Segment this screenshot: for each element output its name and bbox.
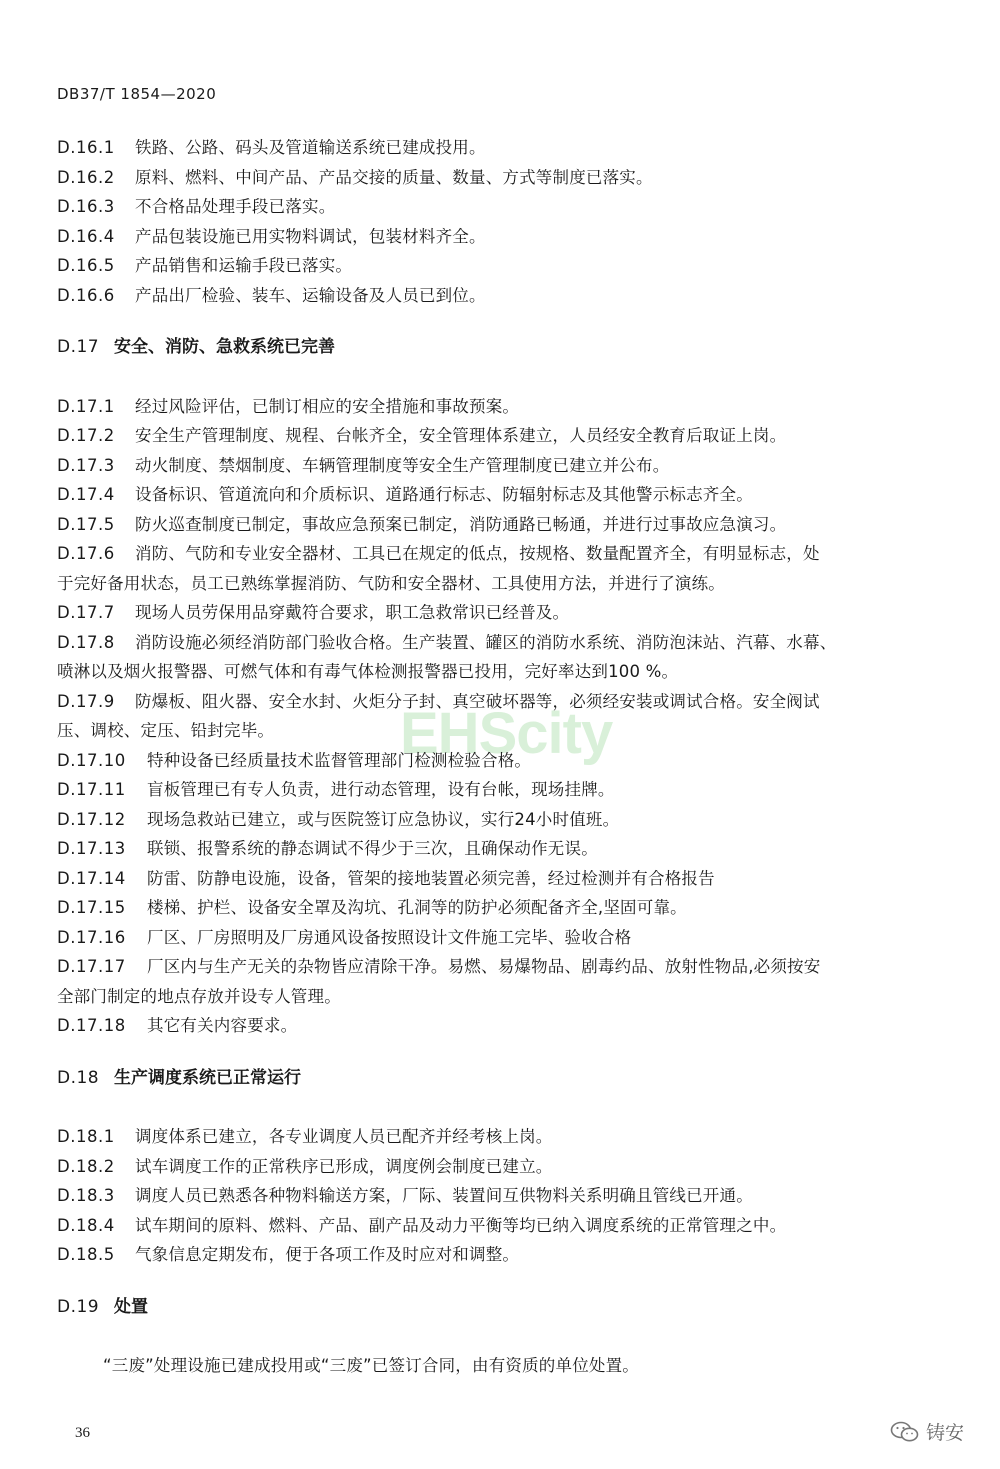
watermark: EHScity [400, 701, 613, 766]
item-text: 消防设施必须经消防部门验收合格。生产装置、罐区的消防水系统、消防泡沫站、汽幕、水幕、 [135, 632, 837, 652]
list-item [57, 539, 952, 569]
item-text: 调度人员已熟悉各种物料输送方案，厂际、装置间互供物料关系明确且管线已开通。 [135, 1186, 753, 1205]
list-item [57, 1240, 952, 1270]
item-number: D.17.15 [57, 898, 126, 917]
item-text: 防火巡查制度已制定，事故应急预案已制定，消防通路已畅通，并进行过事故应急演习。 [135, 514, 787, 534]
section-title: 生产调度系统已正常运行 [114, 1067, 301, 1088]
list-item [57, 451, 952, 481]
page-number: 36 [75, 1425, 90, 1441]
item-number: D.17.11 [57, 780, 126, 799]
item-text: 厂区内与生产无关的杂物皆应清除干净。易燃、易爆物品、剧毒约品、放射性物品,必须按安 [147, 957, 821, 976]
item-number: D.17.8 [57, 632, 115, 652]
list-item [57, 687, 952, 717]
item-text-continued: 全部门制定的地点存放并设专人管理。 [57, 986, 341, 1006]
section-title: 安全、消防、急救系统已完善 [114, 337, 335, 357]
item-text: 动火制度、禁烟制度、车辆管理制度等安全生产管理制度已建立并公布。 [135, 455, 670, 475]
list-item [57, 864, 952, 894]
item-text: 铁路、公路、码头及管道输送系统已建成投用。 [135, 138, 486, 157]
item-number: D.17.18 [57, 1016, 126, 1035]
item-number: D.17.17 [57, 957, 126, 976]
item-number: D.16.5 [57, 256, 115, 275]
item-text: 楼梯、护栏、设备安全罩及沟坑、孔洞等的防护必须配备齐全,坚固可靠。 [147, 898, 687, 917]
list-item [57, 746, 952, 776]
item-number: D.16.6 [57, 285, 115, 305]
item-text: 特种设备已经质量技术监督管理部门检测检验合格。 [147, 750, 532, 770]
list-item [57, 628, 952, 658]
item-number: D.17.1 [57, 396, 115, 416]
paragraph: “三废”处理设施已建成投用或“三废”已签订合同，由有资质的单位处置。 [103, 1356, 639, 1375]
list-item [57, 1211, 952, 1241]
list-item [57, 192, 952, 222]
wechat-icon [890, 1420, 920, 1444]
section-number: D.18 [57, 1067, 100, 1088]
list-item [57, 598, 952, 628]
item-text: 产品出厂检验、装车、运输设备及人员已到位。 [135, 285, 486, 305]
list-item [57, 952, 952, 982]
document-id: DB37/T 1854—2020 [57, 85, 217, 103]
brand-mark [890, 1418, 964, 1445]
item-text-continued: 于完好备用状态，员工已熟练掌握消防、气防和安全器材、工具使用方法，并进行了演练。 [57, 573, 725, 593]
item-text: 现场人员劳保用品穿戴符合要求，职工急救常识已经普及。 [135, 603, 570, 622]
item-number: D.18.2 [57, 1156, 115, 1176]
item-text: 调度体系已建立，各专业调度人员已配齐并经考核上岗。 [135, 1127, 553, 1146]
item-text: 盲板管理已有专人负责，进行动态管理，设有台帐，现场挂牌。 [147, 780, 615, 799]
section-number: D.19 [57, 1296, 100, 1317]
document-body [57, 133, 952, 1381]
item-text-continued: 压、调校、定压、铅封完毕。 [57, 721, 275, 740]
item-text: 设备标识、管道流向和介质标识、道路通行标志、防辐射标志及其他警示标志齐全。 [135, 485, 753, 504]
item-number: D.16.3 [57, 197, 115, 216]
section-16-items [57, 133, 952, 310]
list-item [57, 1011, 952, 1041]
item-number: D.18.5 [57, 1245, 115, 1264]
item-text: 现场急救站已建立，或与医院签订应急协议，实行24小时值班。 [147, 809, 620, 829]
item-number: D.17.6 [57, 544, 115, 563]
item-text: 防爆板、阻火器、安全水封、火炬分子封、真空破坏器等，必须经安装或调试合格。安全阀试 [135, 691, 820, 711]
list-item [57, 893, 952, 923]
item-text: 原料、燃料、中间产品、产品交接的质量、数量、方式等制度已落实。 [135, 167, 653, 187]
item-text: 产品包装设施已用实物料调试，包装材料齐全。 [135, 226, 486, 246]
list-item [57, 834, 952, 864]
item-number: D.18.1 [57, 1127, 115, 1146]
item-number: D.17.2 [57, 426, 115, 445]
list-item [57, 133, 952, 163]
item-text: 产品销售和运输手段已落实。 [135, 256, 353, 275]
section-title: 处置 [114, 1296, 148, 1317]
item-number: D.18.4 [57, 1215, 115, 1235]
item-text: 厂区、厂房照明及厂房通风设备按照设计文件施工完毕、验收合格 [147, 927, 632, 947]
item-number: D.18.3 [57, 1186, 115, 1205]
item-number: D.17.14 [57, 868, 126, 888]
item-text: 安全生产管理制度、规程、台帐齐全，安全管理体系建立，人员经安全教育后取证上岗。 [135, 426, 787, 445]
item-number: D.16.1 [57, 138, 115, 157]
item-text: 其它有关内容要求。 [147, 1016, 298, 1035]
item-number: D.17.13 [57, 839, 126, 858]
item-text-continued: 喷淋以及烟火报警器、可燃气体和有毒气体检测报警器已投用，完好率达到100 %。 [57, 662, 679, 681]
item-text: 经过风险评估，已制订相应的安全措施和事故预案。 [135, 396, 520, 416]
item-text: 防雷、防静电设施，设备，管架的接地装置必须完善，经过检测并有合格报告 [147, 868, 715, 888]
list-item [57, 480, 952, 510]
list-item [57, 923, 952, 953]
list-item [57, 163, 952, 193]
list-item [57, 1152, 952, 1182]
item-number: D.16.4 [57, 226, 115, 246]
list-item [57, 510, 952, 540]
item-number: D.17.16 [57, 927, 126, 947]
list-item [57, 392, 952, 422]
item-number: D.17.12 [57, 809, 126, 829]
item-number: D.17.10 [57, 750, 126, 770]
item-number: D.17.7 [57, 603, 115, 622]
list-item [57, 251, 952, 281]
item-number: D.17.9 [57, 691, 115, 711]
item-number: D.17.5 [57, 514, 115, 534]
list-item [57, 775, 952, 805]
section-17-items [57, 392, 952, 1041]
section-number: D.17 [57, 337, 100, 357]
section-heading [57, 333, 952, 363]
list-item [57, 1181, 952, 1211]
list-item [57, 222, 952, 252]
item-number: D.16.2 [57, 167, 115, 187]
section-heading [57, 1064, 952, 1094]
list-item [57, 805, 952, 835]
item-text: 气象信息定期发布，便于各项工作及时应对和调整。 [135, 1245, 520, 1264]
section-heading [57, 1293, 952, 1323]
list-item [57, 421, 952, 451]
brand-label: 铸安 [925, 1422, 964, 1444]
item-text: 不合格品处理手段已落实。 [135, 197, 336, 216]
item-text: 联锁、报警系统的静态调试不得少于三次，且确保动作无误。 [147, 839, 598, 858]
list-item [57, 1122, 952, 1152]
item-text: 试车期间的原料、燃料、产品、副产品及动力平衡等均已纳入调度系统的正常管理之中。 [135, 1215, 787, 1235]
item-number: D.17.3 [57, 455, 115, 475]
item-text: 消防、气防和专业安全器材、工具已在规定的低点，按规格、数量配置齐全，有明显标志，处 [135, 544, 820, 563]
item-text: 试车调度工作的正常秩序已形成，调度例会制度已建立。 [135, 1156, 553, 1176]
item-number: D.17.4 [57, 485, 115, 504]
list-item [57, 281, 952, 311]
section-18-items [57, 1122, 952, 1270]
